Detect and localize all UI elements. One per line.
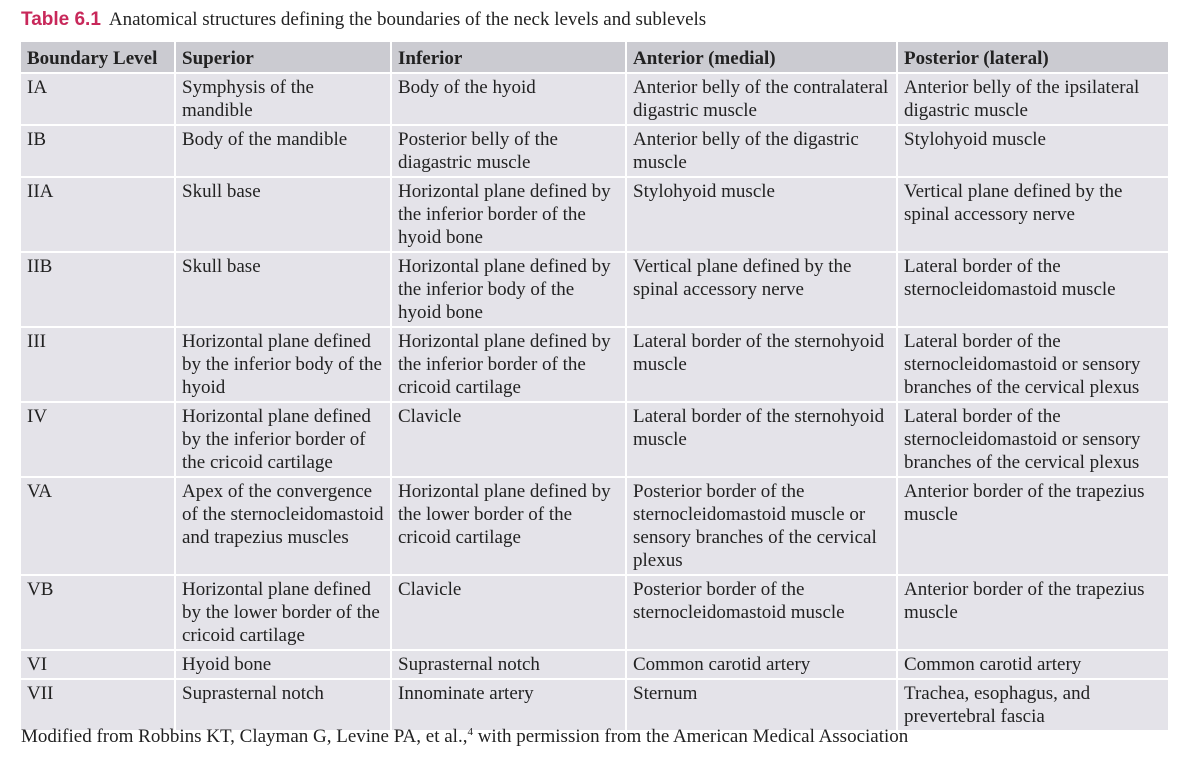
footnote-text: Modified from Robbins KT, Clayman G, Levine PA, et al., <box>21 726 468 747</box>
cell-superior: Suprasternal notch <box>175 679 391 730</box>
cell-posterior-lateral: Anterior border of the trapezius muscle <box>897 575 1168 650</box>
cell-anterior-medial: Lateral border of the sternohyoid muscle <box>626 402 897 477</box>
cell-anterior-medial: Anterior belly of the digastric muscle <box>626 125 897 177</box>
cell-boundary-level: VII <box>21 679 175 730</box>
cell-boundary-level: VA <box>21 477 175 575</box>
table-row <box>21 477 1168 575</box>
cell-posterior-lateral: Lateral border of the sternocleidomastoid or sensory branches of the cervical plexus <box>897 327 1168 402</box>
cell-boundary-level: III <box>21 327 175 402</box>
cell-inferior: Clavicle <box>391 402 626 477</box>
table-row <box>21 327 1168 402</box>
table-label: Table 6.1 <box>21 9 101 30</box>
table-row <box>21 575 1168 650</box>
table-title: Anatomical structures defining the boundaries of the neck levels and sublevels <box>108 9 707 30</box>
cell-superior: Symphysis of the mandible <box>175 73 391 125</box>
table-row <box>21 402 1168 477</box>
cell-boundary-level: VI <box>21 650 175 679</box>
column-header-posterior-lateral: Posterior (lateral) <box>897 42 1168 73</box>
cell-boundary-level: IB <box>21 125 175 177</box>
cell-boundary-level: IIA <box>21 177 175 252</box>
cell-anterior-medial: Posterior border of the sternocleidomastoid muscle <box>626 575 897 650</box>
cell-inferior: Horizontal plane defined by the inferior body of the hyoid bone <box>391 252 626 327</box>
table-row <box>21 679 1168 730</box>
cell-posterior-lateral: Anterior belly of the ipsilateral digastric muscle <box>897 73 1168 125</box>
cell-inferior: Body of the hyoid <box>391 73 626 125</box>
cell-anterior-medial: Posterior border of the sternocleidomastoid muscle or sensory branches of the cervical plexus <box>626 477 897 575</box>
table-footnote <box>21 726 908 748</box>
table-row <box>21 125 1168 177</box>
cell-posterior-lateral: Lateral border of the sternocleidomastoid or sensory branches of the cervical plexus <box>897 402 1168 477</box>
cell-inferior: Suprasternal notch <box>391 650 626 679</box>
table-body <box>21 73 1168 730</box>
cell-inferior: Innominate artery <box>391 679 626 730</box>
cell-anterior-medial: Lateral border of the sternohyoid muscle <box>626 327 897 402</box>
cell-posterior-lateral: Lateral border of the sternocleidomastoid muscle <box>897 252 1168 327</box>
cell-superior: Hyoid bone <box>175 650 391 679</box>
cell-anterior-medial: Stylohyoid muscle <box>626 177 897 252</box>
table-row <box>21 252 1168 327</box>
cell-inferior: Horizontal plane defined by the lower border of the cricoid cartilage <box>391 477 626 575</box>
cell-boundary-level: VB <box>21 575 175 650</box>
column-header-inferior: Inferior <box>391 42 626 73</box>
cell-posterior-lateral: Common carotid artery <box>897 650 1168 679</box>
cell-superior: Horizontal plane defined by the lower border of the cricoid cartilage <box>175 575 391 650</box>
table-row <box>21 73 1168 125</box>
cell-superior: Horizontal plane defined by the inferior border of the cricoid cartilage <box>175 402 391 477</box>
table-row <box>21 177 1168 252</box>
column-header-boundary-level: Boundary Level <box>21 42 175 73</box>
cell-boundary-level: IIB <box>21 252 175 327</box>
cell-posterior-lateral: Vertical plane defined by the spinal accessory nerve <box>897 177 1168 252</box>
table-row <box>21 650 1168 679</box>
cell-posterior-lateral: Stylohyoid muscle <box>897 125 1168 177</box>
cell-anterior-medial: Anterior belly of the contralateral digastric muscle <box>626 73 897 125</box>
neck-levels-table <box>21 42 1168 730</box>
cell-inferior: Horizontal plane defined by the inferior border of the cricoid cartilage <box>391 327 626 402</box>
cell-superior: Horizontal plane defined by the inferior body of the hyoid <box>175 327 391 402</box>
column-header-anterior-medial: Anterior (medial) <box>626 42 897 73</box>
footnote-text-end: with permission from the American Medical Association <box>472 726 909 747</box>
cell-superior: Skull base <box>175 177 391 252</box>
table-header-row <box>21 42 1168 73</box>
cell-anterior-medial: Common carotid artery <box>626 650 897 679</box>
cell-superior: Skull base <box>175 252 391 327</box>
cell-boundary-level: IA <box>21 73 175 125</box>
cell-posterior-lateral: Anterior border of the trapezius muscle <box>897 477 1168 575</box>
cell-superior: Body of the mandible <box>175 125 391 177</box>
cell-boundary-level: IV <box>21 402 175 477</box>
cell-anterior-medial: Vertical plane defined by the spinal accessory nerve <box>626 252 897 327</box>
cell-inferior: Clavicle <box>391 575 626 650</box>
cell-inferior: Horizontal plane defined by the inferior border of the hyoid bone <box>391 177 626 252</box>
cell-posterior-lateral: Trachea, esophagus, and prevertebral fascia <box>897 679 1168 730</box>
column-header-superior: Superior <box>175 42 391 73</box>
footnote-reference: 4 <box>467 726 473 738</box>
cell-inferior: Posterior belly of the diagastric muscle <box>391 125 626 177</box>
cell-superior: Apex of the convergence of the sternocleidomastoid and trapezius muscles <box>175 477 391 575</box>
cell-anterior-medial: Sternum <box>626 679 897 730</box>
table-caption <box>21 9 706 31</box>
